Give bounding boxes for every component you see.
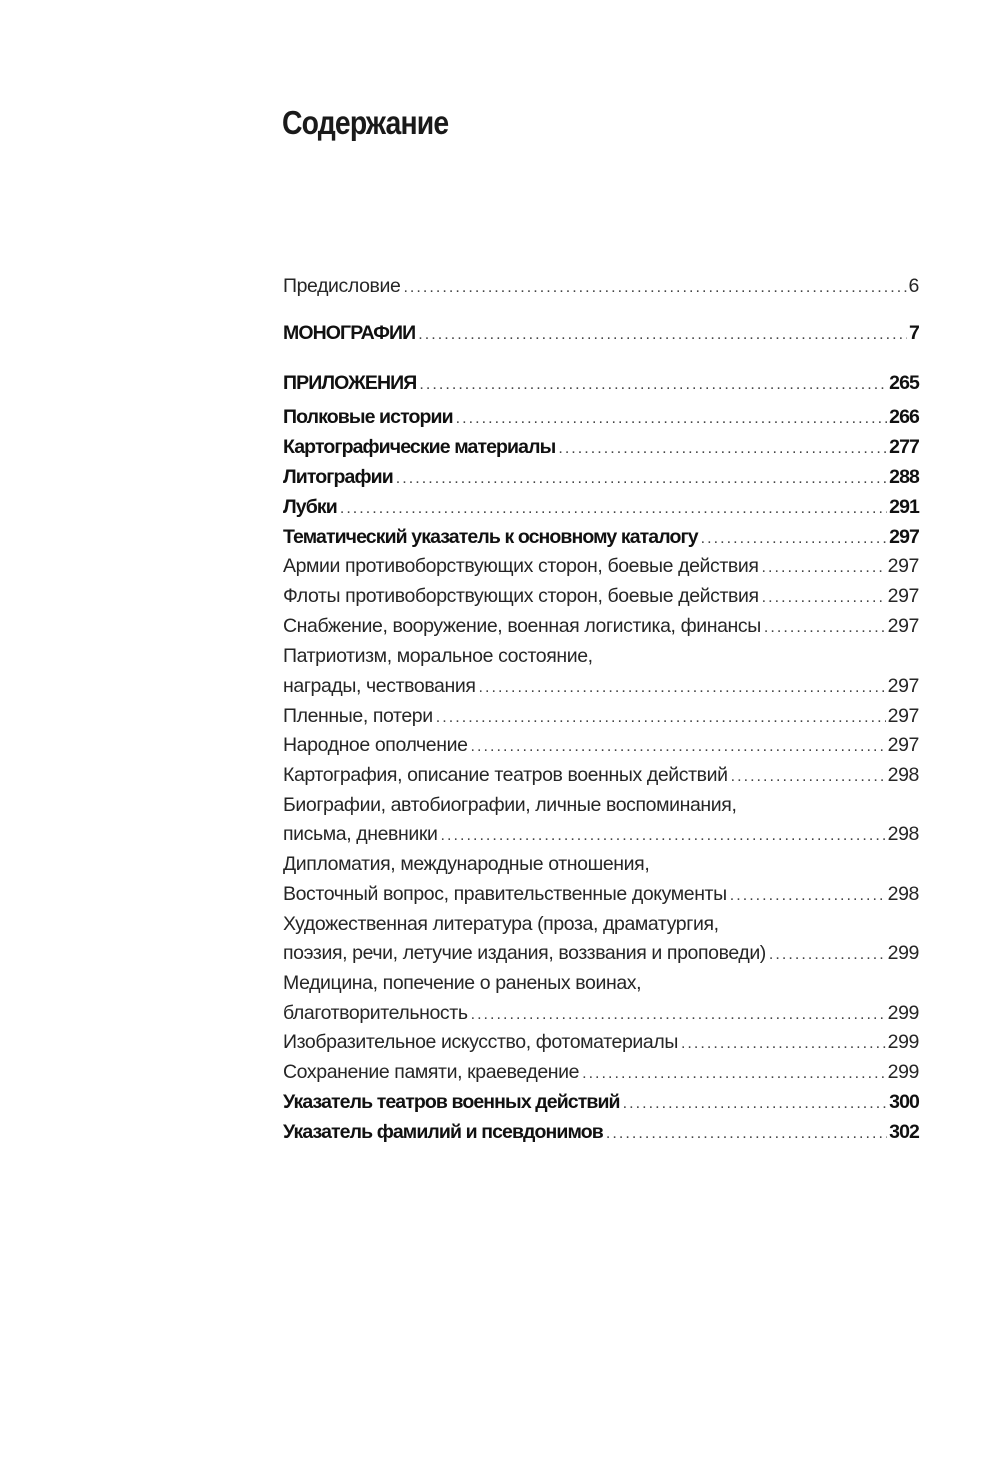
toc-entry-title: благотворительность (283, 1002, 468, 1024)
toc-entry-title: Восточный вопрос, правительственные документы (283, 883, 727, 905)
toc-entry-militia[interactable] (283, 731, 919, 759)
toc-page-number: 297 (887, 675, 919, 697)
toc-entry-prisoners[interactable] (283, 702, 919, 730)
toc-page-number: 298 (887, 823, 919, 845)
dot-leader (441, 822, 886, 850)
toc-page-number: 299 (887, 1061, 919, 1083)
toc-page-number: 291 (889, 496, 919, 518)
toc-entry-patriotism[interactable] (283, 672, 919, 700)
toc-page-number: 277 (889, 436, 919, 458)
toc-entry-title: Тематический указатель к основному каталогу (283, 526, 698, 548)
dot-leader (419, 371, 887, 399)
toc-page-number: 297 (889, 526, 919, 548)
toc-entry-preface[interactable] (283, 272, 919, 300)
dot-leader (418, 321, 907, 349)
dot-leader (479, 674, 886, 702)
toc-page-number: 297 (887, 585, 919, 607)
toc-page-number: 300 (889, 1091, 919, 1113)
toc-entry-title: Картография, описание театров военных действий (283, 764, 728, 786)
toc-entry-title: Указатель фамилий и псевдонимов (283, 1121, 603, 1143)
toc-entry-thematic-index[interactable] (283, 523, 919, 551)
toc-entry-armies[interactable] (283, 552, 919, 580)
toc-entry-title: Народное ополчение (283, 734, 468, 756)
dot-leader (340, 495, 887, 523)
toc-entry-title: Картографические материалы (283, 436, 556, 458)
page-title: Содержание (282, 104, 449, 142)
toc-entry-diplomacy[interactable] (283, 880, 919, 908)
dot-leader (764, 614, 886, 642)
toc-entry-names-index[interactable] (283, 1118, 919, 1146)
toc-entry-supply[interactable] (283, 612, 919, 640)
dot-leader (769, 941, 886, 969)
toc-page-number: 297 (887, 734, 919, 756)
dot-leader (436, 704, 886, 732)
dot-leader (582, 1060, 886, 1088)
toc-entry-memory[interactable] (283, 1058, 919, 1086)
toc-entry-cartographic-materials[interactable] (283, 433, 919, 461)
toc-entry-title-line: Патриотизм, моральное состояние, (283, 645, 593, 667)
toc-page-number: 299 (887, 1002, 919, 1024)
toc-page-number: 298 (887, 764, 919, 786)
toc-page-number: 266 (889, 406, 919, 428)
toc-entry-title-line: Дипломатия, международные отношения, (283, 853, 650, 875)
toc-entry-fiction-line1 (283, 910, 919, 938)
toc-entry-biographies-line1 (283, 791, 919, 819)
toc-entry-fleets[interactable] (283, 582, 919, 610)
toc-page-number: 299 (887, 942, 919, 964)
toc-entry-title: поэзия, речи, летучие издания, воззвания и проповеди) (283, 942, 766, 964)
toc-entry-patriotism-line1 (283, 642, 919, 670)
dot-leader (701, 525, 887, 553)
dot-leader (730, 882, 886, 910)
toc-entry-title-line: Медицина, попечение о раненых воинах, (283, 972, 642, 994)
toc-entry-diplomacy-line1 (283, 850, 919, 878)
dot-leader (558, 435, 887, 463)
toc-entry-title: Снабжение, вооружение, военная логистика, финансы (283, 615, 761, 637)
toc-entry-title: письма, дневники (283, 823, 438, 845)
dot-leader (762, 584, 886, 612)
dot-leader (456, 405, 887, 433)
toc-page-number: 7 (909, 322, 919, 344)
toc-entry-medicine-line1 (283, 969, 919, 997)
toc-entry-title: Армии противоборствующих сторон, боевые действия (283, 555, 759, 577)
dot-leader (681, 1030, 886, 1058)
toc-page-number: 298 (887, 883, 919, 905)
toc-entry-title: МОНОГРАФИИ (283, 322, 416, 344)
toc-entry-lubki[interactable] (283, 493, 919, 521)
toc-entry-title: Предисловие (283, 275, 401, 297)
toc-entry-fiction[interactable] (283, 939, 919, 967)
toc-entry-medicine[interactable] (283, 999, 919, 1027)
toc-entry-title-line: Художественная литература (проза, драматургия, (283, 913, 719, 935)
toc-entry-theaters-index[interactable] (283, 1088, 919, 1116)
dot-leader (396, 465, 887, 493)
toc-page-number: 6 (908, 275, 919, 297)
dot-leader (471, 733, 886, 761)
toc-entry-fine-arts[interactable] (283, 1028, 919, 1056)
toc-entry-title: Флоты противоборствующих сторон, боевые действия (283, 585, 759, 607)
toc-entry-title: ПРИЛОЖЕНИЯ (283, 372, 417, 394)
toc-page-number: 297 (887, 555, 919, 577)
toc-page-number: 297 (887, 615, 919, 637)
dot-leader (471, 1001, 886, 1029)
toc-page-number: 265 (889, 372, 919, 394)
toc-entry-title: Указатель театров военных действий (283, 1091, 620, 1113)
toc-entry-title: награды, чествования (283, 675, 476, 697)
toc-entry-monographs[interactable] (283, 319, 919, 347)
toc-entry-title: Лубки (283, 496, 337, 518)
toc-entry-lithographs[interactable] (283, 463, 919, 491)
toc-page-number: 299 (887, 1031, 919, 1053)
toc-entry-cartography[interactable] (283, 761, 919, 789)
toc-entry-biographies[interactable] (283, 820, 919, 848)
toc-entry-appendices[interactable] (283, 369, 919, 397)
toc-page-number: 297 (887, 705, 919, 727)
dot-leader (731, 763, 886, 791)
toc-entry-title: Изобразительное искусство, фотоматериалы (283, 1031, 678, 1053)
toc-entry-title: Полковые истории (283, 406, 453, 428)
toc-entry-title: Литографии (283, 466, 393, 488)
dot-leader (623, 1090, 888, 1118)
toc-entry-title: Сохранение памяти, краеведение (283, 1061, 580, 1083)
toc-entry-title-line: Биографии, автобиографии, личные воспоминания, (283, 794, 737, 816)
dot-leader (606, 1120, 887, 1148)
dot-leader (762, 554, 886, 582)
toc-entry-regimental-histories[interactable] (283, 403, 919, 431)
dot-leader (403, 274, 906, 302)
toc-page-number: 302 (889, 1121, 919, 1143)
toc-page-number: 288 (889, 466, 919, 488)
toc-entry-title: Пленные, потери (283, 705, 433, 727)
